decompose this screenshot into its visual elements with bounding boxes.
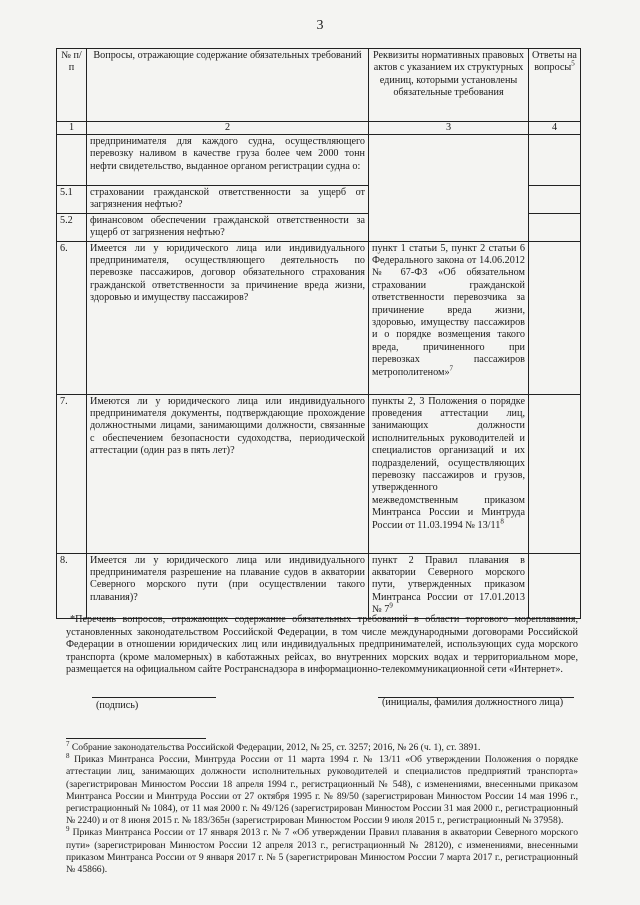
row-num: 8. bbox=[57, 553, 87, 618]
header-answers bbox=[529, 49, 581, 122]
table-row bbox=[57, 135, 581, 186]
row-num: 5.1 bbox=[57, 186, 87, 214]
signature-label: (подпись) bbox=[96, 700, 139, 711]
footnote-text: Приказ Минтранса России, Минтруда России от 11 марта 1994 г. № 13/11 «Об утверждении Положения о порядке аттестации лиц, занимающих должности исполнительных руководителей и специалистов предприятий транспорта» (зарегистрирован Минюстом России 18 апреля 1994 г., регистрационный № 548), с изменениями, внесенными приказом Минтранса России и Минтруда России от 27 октября 1995 г. № 89/50 (зарегистрирован Минюстом России 14 мая 1996 г., регистрационный № 1084), от 11 мая 2000 г. № 49/126 (зарегистрирован Минюстом России 31 мая 2000 г., регистрационный № 2240) и от 8 июня 2015 г. № 183/365н (зарегистрирован Минюстом России 9 июля 2015 г., регистрационный № 37958). bbox=[66, 754, 578, 827]
footnote-mark: 9 bbox=[66, 825, 70, 834]
footnote-text: Собрание законодательства Российской Федерации, 2012, № 25, ст. 3257; 2016, № 26 (ч. 1), ст. 3891. bbox=[71, 742, 481, 753]
header-questions: Вопросы, отражающие содержание обязательных требований bbox=[87, 49, 369, 122]
table-row bbox=[57, 241, 581, 394]
row-question: Имеется ли у юридического лица или индивидуального предпринимателя, осуществляющего деятельность по перевозке пассажиров, договор обязательного страхования гражданской ответственности за причинение вреда жизни, здоровью и имуществу пассажиров? bbox=[87, 241, 369, 394]
row-question: страховании гражданской ответственности за ущерб от загрязнения нефтью? bbox=[87, 186, 369, 214]
row-question: предпринимателя для каждого судна, осуществляющего перевозку наливом в качестве груза более чем 2000 тонн нефти свидетельство, выданное органом регистрации судна о: bbox=[87, 135, 369, 186]
row-num bbox=[57, 135, 87, 186]
footnote-mark: 8 bbox=[66, 752, 70, 761]
name-label: (инициалы, фамилия должностного лица) bbox=[382, 697, 564, 708]
table-header-row bbox=[57, 49, 581, 122]
row-answer[interactable] bbox=[529, 241, 581, 394]
footnote-ref: 7 bbox=[449, 364, 454, 373]
row-question: финансовом обеспечении гражданской ответственности за ущерб от загрязнения нефтью? bbox=[87, 213, 369, 241]
row-requisite bbox=[369, 394, 529, 553]
row-question: Имеется ли у юридического лица или индивидуального предпринимателя разрешение на плавание судов в акватории Северного морского пути (при осуществлении такого плавания)? bbox=[87, 553, 369, 618]
header-num: № п/п bbox=[57, 49, 87, 122]
col-number: 1 bbox=[57, 122, 87, 135]
table-row bbox=[57, 553, 581, 618]
footnote bbox=[66, 827, 578, 876]
col-number: 4 bbox=[529, 122, 581, 135]
footnote-text: Приказ Минтранса России от 17 января 2013 г. № 7 «Об утверждении Правил плавания в акватории Северного морского пути» (зарегистрирован Минюстом России 12 апреля 2013 г., регистрационный № 28120), с изменениями, внесенными приказом Минтранса России от 9 января 2017 г. № 5 (зарегистрирован Минюстом России 7 марта 2017 г., регистрационный № 45866). bbox=[66, 827, 579, 876]
page-number: 3 bbox=[316, 18, 324, 33]
footnote-ref: 8 bbox=[500, 517, 504, 526]
footnote-divider bbox=[66, 738, 206, 739]
row-num: 6. bbox=[57, 241, 87, 394]
footnote-ref: 9 bbox=[389, 601, 393, 610]
row-num: 5.2 bbox=[57, 213, 87, 241]
row-answer[interactable] bbox=[529, 213, 581, 241]
footnote bbox=[66, 754, 578, 827]
star-note: *Перечень вопросов, отражающих содержание обязательных требований в области торгового мореплавания, установленных законодательством Российской Федерации, в том числе международными договорами Российской Федерации в отношении юридических лиц или индивидуальных предпринимателей, использующих суда морского транспорта (кроме маломерных) в каботажных рейсах, во внутренних морских водах и территориальном море, размещается на официальном сайте Ространснадзора в информационно-телекоммуникационной сети «Интернет». bbox=[66, 614, 578, 676]
header-requisites: Реквизиты нормативных правовых актов с указанием их структурных единиц, которыми установлены обязательные требования bbox=[369, 49, 529, 122]
row-answer[interactable] bbox=[529, 553, 581, 618]
footnote-mark: 7 bbox=[66, 739, 70, 748]
table-row bbox=[57, 394, 581, 553]
row-requisite bbox=[369, 135, 529, 242]
row-requisite bbox=[369, 553, 529, 618]
col-number: 3 bbox=[369, 122, 529, 135]
footnote bbox=[66, 739, 578, 754]
col-number: 2 bbox=[87, 122, 369, 135]
row-requisite-text: пункт 1 статьи 5, пункт 2 статьи 6 Федерального закона от 14.06.2012 № 67-ФЗ «Об обязательном страховании гражданской ответственности перевозчика за причинение вреда жизни, здоровью, имуществу пассажиров и о порядке возмещения такого вреда, причиненного при перевозках пассажиров метрополитеном» bbox=[372, 242, 525, 378]
signature-line bbox=[92, 697, 216, 698]
row-answer[interactable] bbox=[529, 186, 581, 214]
footnotes bbox=[66, 739, 579, 876]
row-requisite bbox=[369, 241, 529, 394]
requirements-table bbox=[56, 48, 581, 619]
header-answers-sup: 5 bbox=[571, 60, 575, 69]
row-answer[interactable] bbox=[529, 135, 581, 186]
row-num: 7. bbox=[57, 394, 87, 553]
row-requisite-text: пункты 2, 3 Положения о порядке проведения аттестации лиц, занимающих должности исполнительных руководителей и специалистов организаций и их подразделений, осуществляющих перевозку пассажиров и грузов, утвержденного межведомственным приказом Минтранса России и Минтруда России от 11.03.1994 № 13/11 bbox=[372, 395, 525, 531]
row-question: Имеются ли у юридического лица или индивидуального предпринимателя документы, подтверждающие прохождение должностными лицами, занимающими должности, связанные с обеспечением безопасности судоходства, периодической аттестации (один раз в пять лет)? bbox=[87, 394, 369, 553]
header-answers-text: Ответы на вопросы bbox=[532, 50, 577, 74]
column-number-row bbox=[57, 122, 581, 135]
row-answer[interactable] bbox=[529, 394, 581, 553]
row-requisite-text: пункт 2 Правил плавания в акватории Северного морского пути, утвержденных приказом Минтранса России от 17.01.2013 № 7 bbox=[372, 554, 525, 616]
